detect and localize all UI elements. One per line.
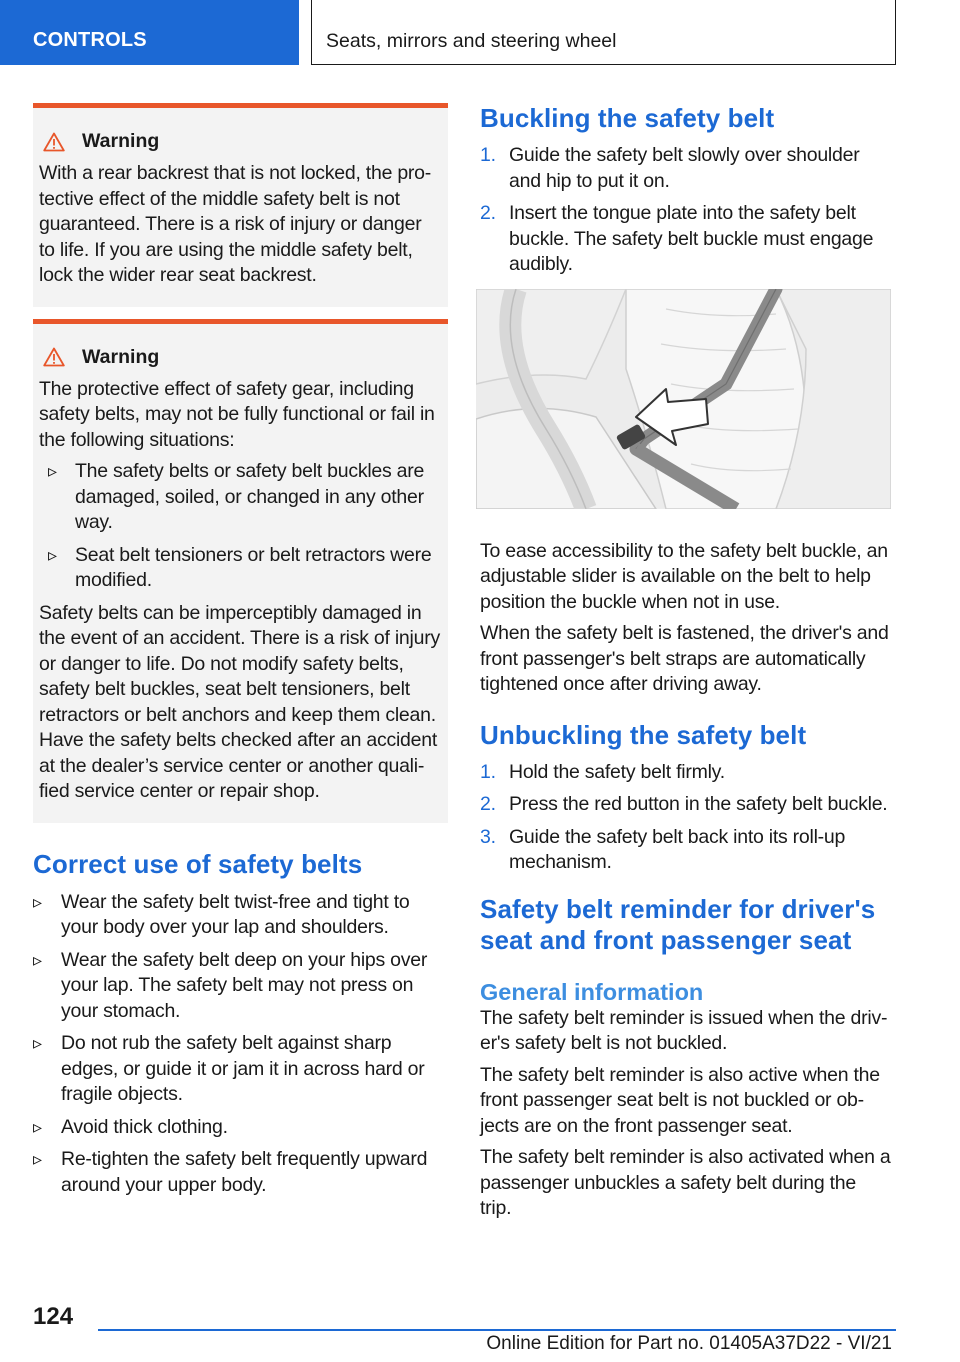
step-text: Hold the safety belt firmly. <box>509 760 725 783</box>
step-text: Press the red button in the safety belt buckle. <box>509 793 888 815</box>
body-paragraph: The safety belt reminder is issued when the driv-er's safety belt is not buckled. <box>480 1006 888 1054</box>
warning-header <box>43 346 441 369</box>
list-item: ▹ Do not rub the safety belt against sharp edges, or guide it or jam it in across hard or fragile objects. <box>33 1031 448 1108</box>
chapter-header <box>311 0 896 65</box>
warning-triangle-icon <box>43 347 65 367</box>
heading-buckling: Buckling the safety belt <box>480 103 775 133</box>
warning-box-safety-gear <box>33 319 448 823</box>
list-item <box>480 825 892 876</box>
list-item <box>480 201 892 278</box>
warning-box-rear-backrest <box>33 103 448 307</box>
step-number: 2. <box>480 793 496 815</box>
list-item <box>480 143 892 194</box>
body-paragraph: The safety belt reminder is also active when the front passenger seat belt is not buckled or ob-jects are on the front passenger seat. <box>480 1063 880 1137</box>
correct-use-list <box>33 890 448 1199</box>
body-paragraph: To ease accessibility to the safety belt buckle, an adjustable slider is available on the belt to help position the buckle when not in use. <box>480 539 888 613</box>
step-text: Guide the safety belt slowly over shoulder and hip to put it on. <box>509 144 860 192</box>
warning-text: With a rear backrest that is not locked, the pro-tective effect of the middle safety belt is not guaranteed. There is a risk of injury or danger to life. If you are using the middle safety belt, lock the wider rear seat backrest. <box>39 162 432 286</box>
list-item: ▹ Wear the safety belt twist-free and tight to your body over your lap and shoulders. <box>33 890 448 941</box>
list-item: ▹ Avoid thick clothing. <box>33 1115 448 1141</box>
step-number: 2. <box>480 202 496 224</box>
step-number: 3. <box>480 825 496 848</box>
safety-belt-buckle-illustration <box>476 289 891 509</box>
unbuckling-steps <box>480 760 892 876</box>
buckling-steps <box>480 143 892 278</box>
step-number: 1. <box>480 760 496 783</box>
warning-outro: Safety belts can be imperceptibly damaged in the event of an accident. There is a risk of injury or danger to life. Do not modify safety belts, safety belt buckles, seat belt tensioners, belt retractors or belt anchors and keep them clean. Have the safety belts checked after an accident at the dealer’s service center or another quali-fied service center or repair shop. <box>39 601 440 802</box>
warning-intro: The protective effect of safety gear, including safety belts, may not be fully functional or fail in the following situations: <box>39 377 435 451</box>
step-number: 1. <box>480 144 496 166</box>
heading-correct-use: Correct use of safety belts <box>33 848 363 879</box>
list-item: ▹ The safety belts or safety belt buckles are damaged, soiled, or changed in any other way. <box>39 459 441 536</box>
warning-triangle-icon <box>43 132 65 152</box>
heading-reminder: Safety belt reminder for driver's seat and front passenger seat <box>480 893 876 955</box>
list-item: ▹ Wear the safety belt deep on your hips over your lap. The safety belt may not press on your stomach. <box>33 948 448 1025</box>
list-item: ▹ Re-tighten the safety belt frequently upward around your upper body. <box>33 1147 448 1198</box>
heading-unbuckling: Unbuckling the safety belt <box>480 719 807 750</box>
list-item <box>480 792 892 818</box>
step-text: Guide the safety belt back into its roll-up mechanism. <box>509 825 846 873</box>
footer-divider <box>98 1329 896 1331</box>
warning-title: Warning <box>82 130 160 152</box>
seat-belt-drawing <box>476 289 891 509</box>
list-item: ▹ Seat belt tensioners or belt retractors were modified. <box>39 543 441 594</box>
chapter-title: Seats, mirrors and steering wheel <box>326 30 617 52</box>
edition-info: Online Edition for Part no. 01405A37D22 - VI/21 <box>486 1333 892 1354</box>
warning-bullet-list <box>39 459 441 594</box>
section-title: CONTROLS <box>33 29 147 51</box>
list-item <box>480 760 892 786</box>
step-text: Insert the tongue plate into the safety belt buckle. The safety belt buckle must engage audibly. <box>509 202 874 275</box>
right-column <box>480 103 892 1222</box>
subheading-general-info: General information <box>480 978 704 1005</box>
section-tab <box>0 0 299 65</box>
body-paragraph: The safety belt reminder is also activated when a passenger unbuckles a safety belt during the trip. <box>480 1146 891 1219</box>
page-number: 124 <box>33 1303 74 1330</box>
left-column <box>33 103 448 1205</box>
warning-header <box>43 130 441 153</box>
warning-title: Warning <box>82 345 160 368</box>
body-paragraph: When the safety belt is fastened, the driver's and front passenger's belt straps are automatically tightened once after driving away. <box>480 622 889 695</box>
